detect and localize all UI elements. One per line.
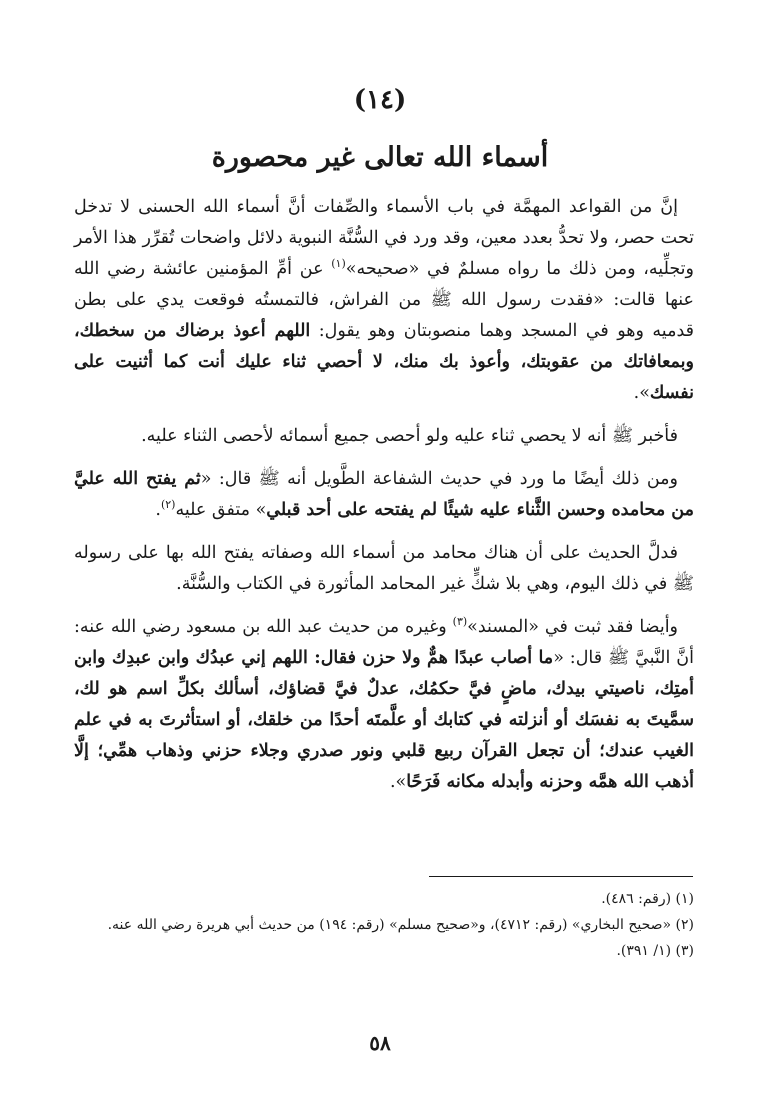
footnote-ref-1: (١) bbox=[331, 257, 346, 271]
footnote-1: (١) (رقم: ٤٨٦). bbox=[601, 891, 694, 907]
paragraph-1-end: ». bbox=[633, 383, 650, 403]
paragraph-5-end: ». bbox=[389, 772, 407, 792]
paragraph-3-tail: . bbox=[155, 500, 161, 520]
footnote-ref-3: (٣) bbox=[452, 615, 468, 629]
chapter-number: (١٤) bbox=[353, 85, 407, 115]
footnote-3: (٣) (١/ ٣٩١). bbox=[616, 943, 694, 959]
paragraph-1 bbox=[74, 192, 694, 409]
paragraph-1-text-2: عن أمِّ المؤمنين عائشة رضي الله عنها قالت: «فقدت رسول الله ﷺ من الفراش، فالتمستُه فوقعت يدي على بطن قدميه وهو في المسجد وهما منصوبتان وهو يقول: bbox=[74, 259, 694, 341]
paragraph-1-text: إنَّ من القواعد المهمَّة في باب الأسماء والصِّفات أنَّ أسماء الله الحسنى لا تدخل تحت حصر، ولا تحدُّ بعدد معين، وقد ورد في السُّنَّة النبوية دلائل واضحات تُقرِّر هذا الأمر وتجلِّيه، ومن ذلك ما رواه مسلمٌ في «صحيحه» bbox=[74, 197, 694, 279]
paragraph-2: فأخبر ﷺ أنه لا يحصي ثناء عليه ولو أحصى جميع أسمائه لأحصى الثناء عليه. bbox=[141, 426, 678, 446]
footnotes bbox=[74, 886, 694, 964]
hadith-quote-2: ثم يفتح الله عليَّ من محامده وحسن الثَّناء عليه شيئًا لم يفتحه على أحد قبلي bbox=[74, 469, 694, 520]
footnote-ref-2: (٢) bbox=[160, 498, 176, 512]
paragraph-4: فدلَّ الحديث على أن هناك محامد من أسماء الله وصفاته يفتح الله بها على رسوله ﷺ في ذلك اليوم، وهي بلا شكٍّ غير المحامد المأثورة في الكتاب والسُّنَّة. bbox=[74, 543, 694, 594]
paragraph-3 bbox=[74, 464, 694, 526]
footnote-divider bbox=[429, 876, 693, 877]
paragraph-3-text: ومن ذلك أيضًا ما ورد في حديث الشفاعة الطَّويل أنه ﷺ قال: « bbox=[200, 469, 678, 489]
paragraph-5-text: وأيضا فقد ثبت في «المسند» bbox=[467, 617, 679, 637]
hadith-quote-3: ما أصاب عبدًا همٌّ ولا حزن فقال: اللهم إني عبدُك وابن عبدِك وابن أمتِك، ناصيتي بيدك، ماضٍ فيَّ حكمُك، عدلٌ فيَّ قضاؤك، أسألك بكلِّ اسم هو لك، سمَّيتَ به نفسَك أو أنزلته في كتابك أو علَّمتَه أحدًا من خلقك، أو استأثرتَ به في علم الغيب عندك؛ أن تجعل القرآن ربيع قلبي ونور صدري وجلاء حزني وذهاب همِّي؛ إلَّا أذهب الله همَّه وحزنه وأبدله مكانه فَرَحًا bbox=[74, 648, 694, 792]
hadith-quote-1: اللهم أعوذ برضاك من سخطك، وبمعافاتك من عقوبتك، وأعوذ بك منك، لا أحصي ثناء عليك أنت كما أثنيت على نفسك bbox=[74, 321, 694, 403]
paragraph-5 bbox=[74, 612, 694, 798]
page-title: أسماء الله تعالى غير محصورة bbox=[211, 142, 549, 173]
paragraph-5-text-2: وغيره من حديث عبد الله بن مسعود رضي الله عنه: أنَّ النَّبيَّ ﷺ قال: « bbox=[74, 617, 694, 668]
page-number: ٥٨ bbox=[369, 1031, 391, 1055]
footnote-2: (٢) «صحيح البخاري» (رقم: ٤٧١٢)، و«صحيح مسلم» (رقم: ١٩٤) من حديث أبي هريرة رضي الله عنه. bbox=[107, 917, 694, 933]
main-text bbox=[74, 192, 694, 810]
paragraph-3-end: » متفق عليه bbox=[175, 500, 267, 520]
